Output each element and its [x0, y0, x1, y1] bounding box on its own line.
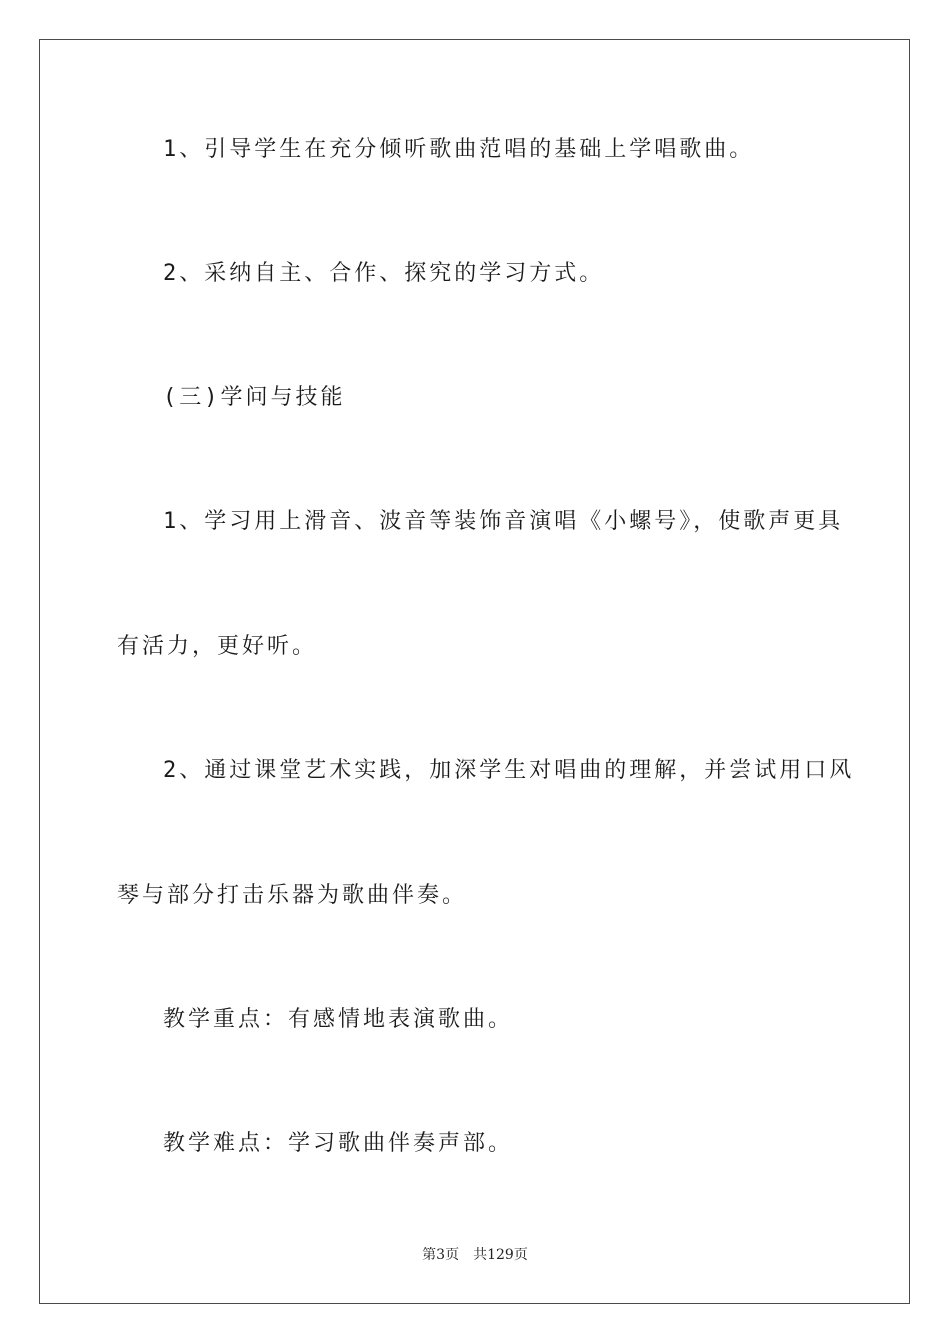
paragraph-line: 2、通过课堂艺术实践，加深学生对唱曲的理解，并尝试用口风 — [163, 758, 855, 783]
difficulty-line: 教学难点：学习歌曲伴奏声部。 — [163, 1131, 514, 1156]
page-border — [39, 39, 910, 1304]
page-total: 共129页 — [473, 1247, 528, 1263]
paragraph-line: 2、采纳自主、合作、探究的学习方式。 — [163, 261, 605, 286]
paragraph-line: 1、引导学生在充分倾听歌曲范唱的基础上学唱歌曲。 — [163, 137, 755, 162]
key-point-line: 教学重点：有感情地表演歌曲。 — [163, 1007, 514, 1032]
page-footer — [0, 1245, 950, 1265]
page-number: 第3页 — [422, 1247, 460, 1263]
section-heading: (三)学问与技能 — [163, 385, 346, 410]
paragraph-line: 1、学习用上滑音、波音等装饰音演唱《小螺号》，使歌声更具 — [163, 509, 844, 534]
paragraph-line: 琴与部分打击乐器为歌曲伴奏。 — [117, 883, 468, 908]
paragraph-line: 有活力，更好听。 — [117, 634, 318, 659]
